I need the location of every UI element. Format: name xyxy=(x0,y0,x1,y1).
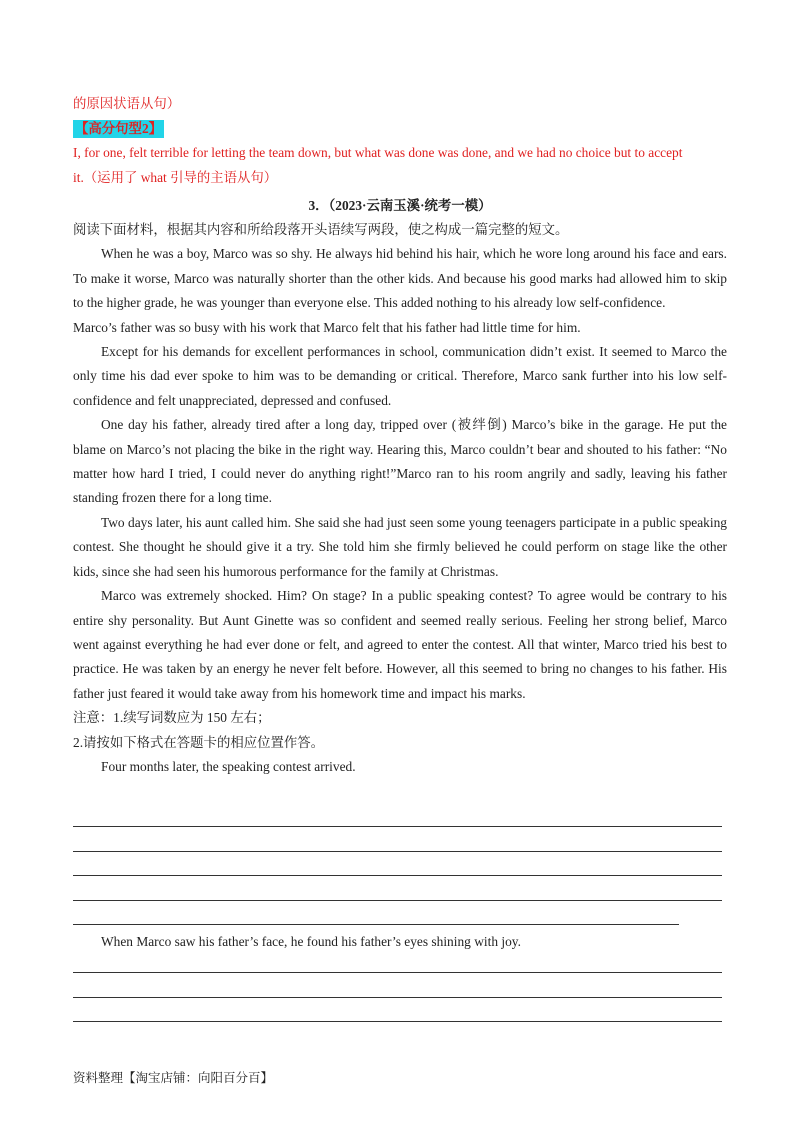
note-line-1: 注意：1.续写词数应为 150 左右； xyxy=(73,710,271,726)
answer-line xyxy=(73,997,722,998)
paragraph-starter-2: When Marco saw his father’s face, he found his father’s eyes shining with joy. xyxy=(101,934,521,949)
story-paragraph-4: One day his father, already tired after a long day, tripped over (被绊倒) Marco’s bike in the garage. He put the blame on Marco’s not placing the bike in the right way. Hearing this, Marco couldn’t bear and shouted to his father: “No matter how hard I tried, I could never do anything right!”Marco ran to his room angrily and sadly, leaving his father standing frozen there for a long time. xyxy=(73,417,727,506)
question-instruction: 阅读下面材料，根据其内容和所给段落开头语续写两段，使之构成一篇完整的短文。 xyxy=(73,222,569,237)
paragraph-starter-1: Four months later, the speaking contest arrived. xyxy=(101,758,356,774)
answer-line xyxy=(73,826,722,827)
page-footer: 资料整理【淘宝店铺：向阳百分百】 xyxy=(73,1071,274,1085)
answer-line xyxy=(73,875,722,876)
question-3 xyxy=(73,194,727,779)
story-paragraph-5: Two days later, his aunt called him. She said she had just seen some young teenagers participate in a public speaking contest. She thought he should give it a try. She told him she firmly believed he could perform on stage like the other kids, since she had seen his humorous performance for the family at Christmas. xyxy=(73,514,727,579)
story-paragraph-1: When he was a boy, Marco was so shy. He always hid behind his hair, which he wore long around his face and ears. To make it worse, Marco was naturally shorter than the other kids. And because his good marks had allowed him to skip to the higher grade, he was younger than everyone else. This added nothing to his already low self-confidence. xyxy=(73,246,727,311)
second-starter-block xyxy=(73,930,727,954)
story-paragraph-3: Except for his demands for excellent performances in school, communication didn’t exist. It seemed to Marco the only time his dad ever spoke to him was to be demanding or critical. Therefore, Marco sank further into his low self-confidence and felt unappreciated, depressed and confused. xyxy=(73,344,727,408)
high-score-sentence-badge: 【高分句型2】 xyxy=(75,120,163,136)
story-paragraph-2: Marco’s father was so busy with his work that Marco felt that his father had little time for him. xyxy=(73,319,581,335)
answer-line xyxy=(73,924,679,925)
answer-line xyxy=(73,1021,722,1022)
answer-line xyxy=(73,972,722,973)
question-heading: 3．（2023·云南玉溪·统考一模） xyxy=(308,198,492,213)
answer-line xyxy=(73,851,722,852)
note-line-2: 2.请按如下格式在答题卡的相应位置作答。 xyxy=(73,734,325,750)
story-paragraph-6: Marco was extremely shocked. Him? On stage? In a public speaking contest? To agree would be contrary to his entire shy personality. But Aunt Ginette was so confident and seemed really serious. Feeling her strong belief, Marco went against everything he had ever done or felt, and agreed to enter the contest. All that winter, Marco tried his best to practice. He was taken by an energy he never felt before. However, all this seemed to bring no changes to his father. His father just feared it would take away from his homework time and impact his marks. xyxy=(73,588,727,701)
model-sentence-line-1: I, for one, felt terrible for letting the team down, but what was done was done, and we had no choice but to accept xyxy=(73,145,683,160)
answer-line xyxy=(73,900,722,901)
reason-clause-tail: 的原因状语从句） xyxy=(73,96,181,111)
model-sentence-line-2: it.（运用了 what 引导的主语从句） xyxy=(73,169,278,185)
previous-answer-block xyxy=(73,92,727,190)
